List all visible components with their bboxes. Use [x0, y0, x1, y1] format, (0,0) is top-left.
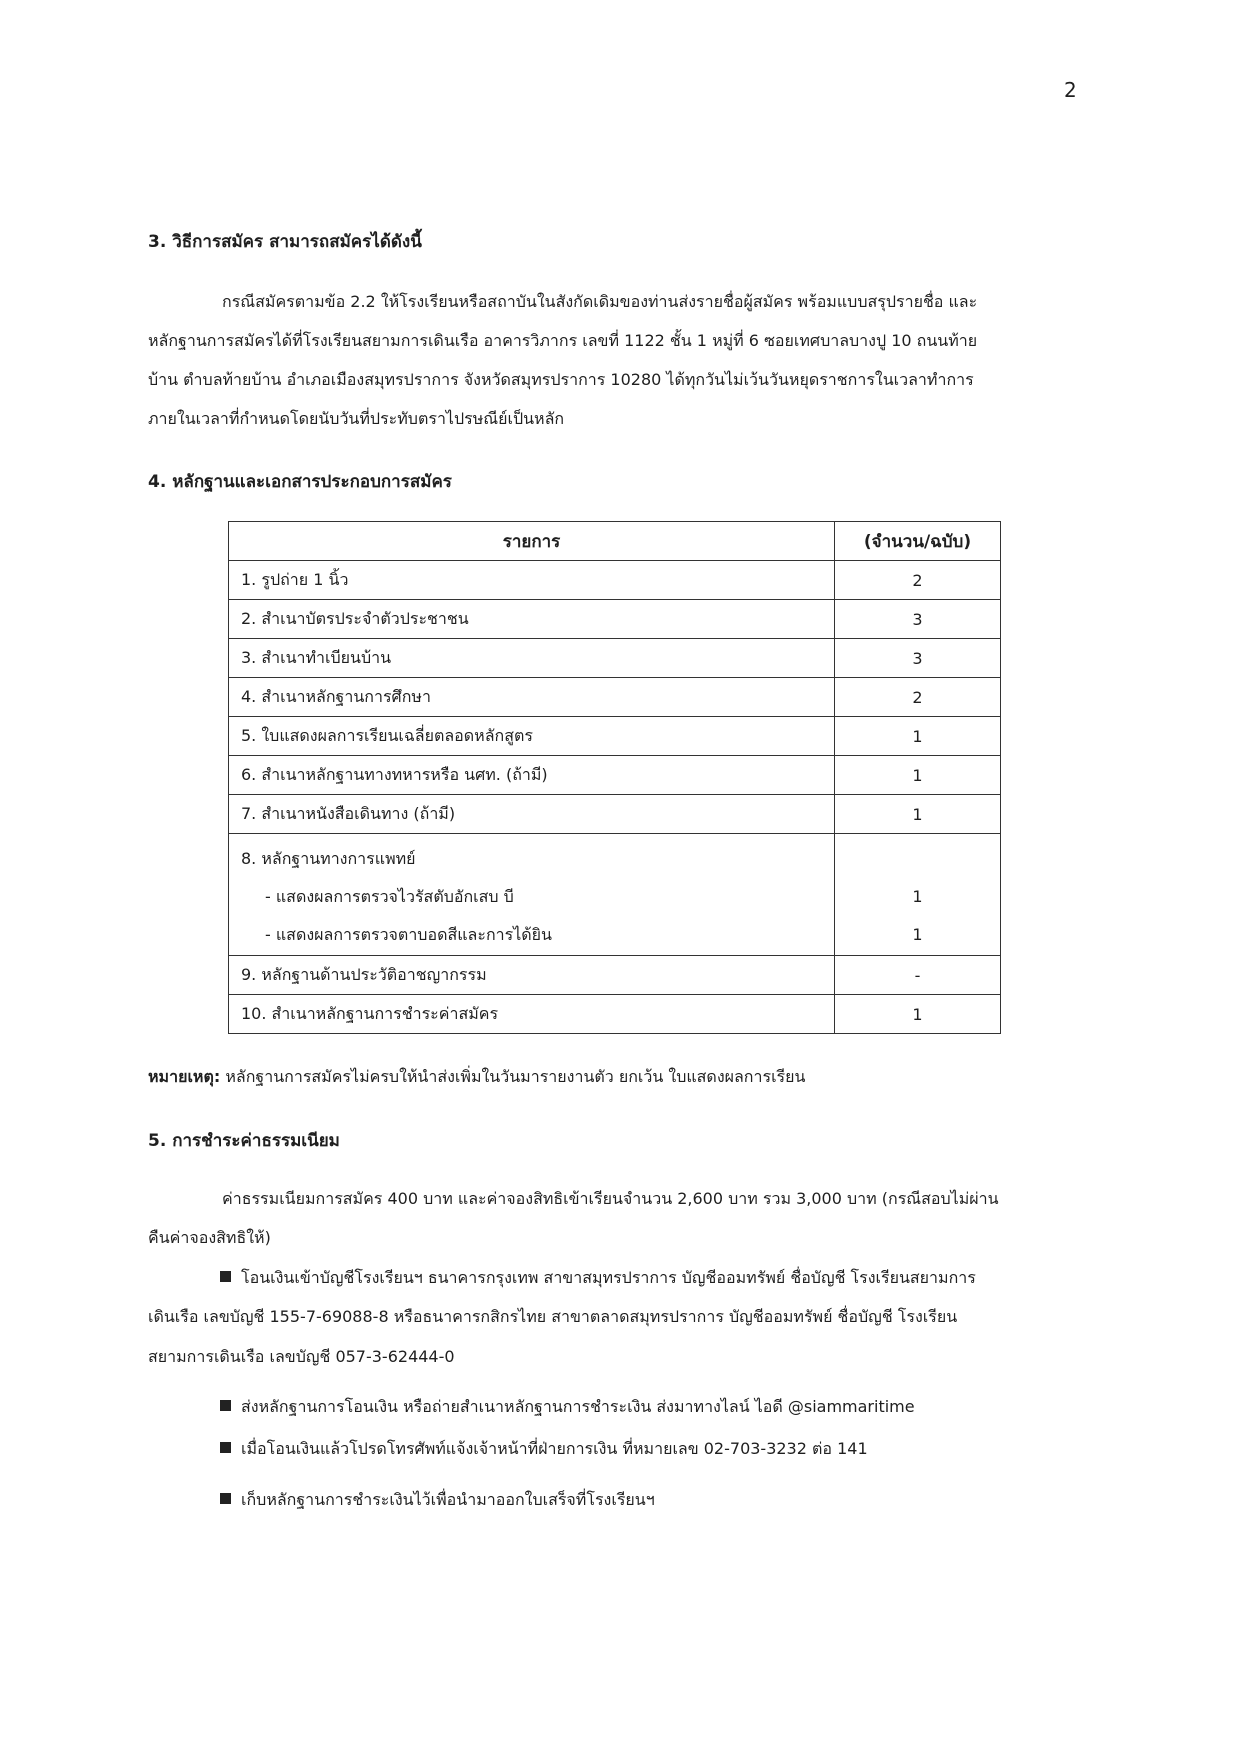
- qty-cell-medical: [835, 834, 1001, 956]
- qty-cell: 3: [835, 639, 1001, 678]
- bullet-item: [220, 1488, 655, 1513]
- qty-cell: 1: [835, 717, 1001, 756]
- medical-sub-item-1: - แสดงผลการตรวจไวรัสตับอักเสบ บี: [265, 887, 514, 906]
- bullet-square-icon: [220, 1493, 231, 1504]
- transfer-line-1: [220, 1266, 976, 1291]
- bullet-text: เก็บหลักฐานการชำระเงินไว้เพื่อนำมาออกใบเสร็จที่โรงเรียนฯ: [241, 1490, 655, 1509]
- column-header-qty: (จำนวน/ฉบับ): [835, 522, 1001, 561]
- item-cell: 7. สำเนาหนังสือเดินทาง (ถ้ามี): [229, 795, 835, 834]
- note: [148, 1065, 805, 1090]
- section4-heading: 4. หลักฐานและเอกสารประกอบการสมัคร: [148, 472, 452, 492]
- qty-cell: 1: [835, 795, 1001, 834]
- qty-cell: -: [835, 956, 1001, 995]
- item-cell: 6. สำเนาหลักฐานทางทหารหรือ นศท. (ถ้ามี): [229, 756, 835, 795]
- table-row-medical: [229, 834, 1001, 956]
- column-header-item: รายการ: [229, 522, 835, 561]
- table-row: [229, 561, 1001, 600]
- transfer-text-1: โอนเงินเข้าบัญชีโรงเรียนฯ ธนาคารกรุงเทพ สาขาสมุทรปราการ บัญชีออมทรัพย์ ชื่อบัญชี โรงเรียนสยามการ: [241, 1268, 976, 1287]
- item-cell: 10. สำเนาหลักฐานการชำระค่าสมัคร: [229, 995, 835, 1034]
- medical-item-title: 8. หลักฐานทางการแพทย์: [241, 849, 416, 868]
- table-row: [229, 600, 1001, 639]
- table-row: [229, 956, 1001, 995]
- transfer-line-2: เดินเรือ เลขบัญชี 155-7-69088-8 หรือธนาคารกสิกรไทย สาขาตลาดสมุทรปราการ บัญชีออมทรัพย์ ชื่อบัญชี โรงเรียน: [148, 1307, 958, 1326]
- documents-table: [228, 521, 1001, 1034]
- qty-cell: 2: [835, 561, 1001, 600]
- section3-line-1: กรณีสมัครตามข้อ 2.2 ให้โรงเรียนหรือสถาบันในสังกัดเดิมของท่านส่งรายชื่อผู้สมัคร พร้อมแบบสรุปรายชื่อ และ: [222, 292, 978, 311]
- table-row: [229, 795, 1001, 834]
- bullet-square-icon: [220, 1271, 231, 1282]
- item-cell: 9. หลักฐานด้านประวัติอาชญากรรม: [229, 956, 835, 995]
- medical-sub-item-2: - แสดงผลการตรวจตาบอดสีและการได้ยิน: [265, 925, 552, 944]
- item-cell: 3. สำเนาทำเบียนบ้าน: [229, 639, 835, 678]
- section5-heading: 5. การชำระค่าธรรมเนียม: [148, 1131, 340, 1151]
- qty-cell: 3: [835, 600, 1001, 639]
- bullet-square-icon: [220, 1400, 231, 1411]
- item-cell: 5. ใบแสดงผลการเรียนเฉลี่ยตลอดหลักสูตร: [229, 717, 835, 756]
- bullet-item: [220, 1437, 868, 1462]
- medical-qty-2: 1: [912, 925, 923, 944]
- qty-cell: 1: [835, 756, 1001, 795]
- transfer-line-3: สยามการเดินเรือ เลขบัญชี 057-3-62444-0: [148, 1347, 455, 1366]
- bullet-square-icon: [220, 1442, 231, 1453]
- section3-heading: 3. วิธีการสมัคร สามารถสมัครได้ดังนี้: [148, 232, 422, 252]
- item-cell: 4. สำเนาหลักฐานการศึกษา: [229, 678, 835, 717]
- bullet-text: เมื่อโอนเงินแล้วโปรดโทรศัพท์แจ้งเจ้าหน้าที่ฝ่ายการเงิน ที่หมายเลข 02-703-3232 ต่อ 141: [241, 1439, 868, 1458]
- table-row: [229, 995, 1001, 1034]
- section3-line-4: ภายในเวลาที่กำหนดโดยนับวันที่ประทับตราไปรษณีย์เป็นหลัก: [148, 409, 565, 428]
- item-cell: 2. สำเนาบัตรประจำตัวประชาชน: [229, 600, 835, 639]
- fee-line-2: คืนค่าจองสิทธิให้): [148, 1228, 271, 1247]
- table-row: [229, 717, 1001, 756]
- item-cell-medical: [229, 834, 835, 956]
- fee-line-1: ค่าธรรมเนียมการสมัคร 400 บาท และค่าจองสิทธิเข้าเรียนจำนวน 2,600 บาท รวม 3,000 บาท (กรณีสอบไม่ผ่าน: [222, 1189, 999, 1208]
- table-row: [229, 639, 1001, 678]
- note-text: หลักฐานการสมัครไม่ครบให้นำส่งเพิ่มในวันมารายงานตัว ยกเว้น ใบแสดงผลการเรียน: [220, 1067, 806, 1086]
- medical-qty-1: 1: [912, 887, 923, 906]
- page-number: 2: [1064, 78, 1077, 102]
- table-header-row: [229, 522, 1001, 561]
- bullet-item: [220, 1395, 915, 1420]
- qty-cell: 1: [835, 995, 1001, 1034]
- section3-line-2: หลักฐานการสมัครได้ที่โรงเรียนสยามการเดินเรือ อาคารวิภากร เลขที่ 1122 ชั้น 1 หมู่ที่ 6 ซอยเทศบาลบางปู 10 ถนนท้าย: [148, 331, 978, 350]
- section3-line-3: บ้าน ตำบลท้ายบ้าน อำเภอเมืองสมุทรปราการ จังหวัดสมุทรปราการ 10280 ได้ทุกวันไม่เว้นวันหยุดราชการในเวลาทำการ: [148, 370, 974, 389]
- qty-cell: 2: [835, 678, 1001, 717]
- note-label: หมายเหตุ:: [148, 1067, 221, 1086]
- bullet-text: ส่งหลักฐานการโอนเงิน หรือถ่ายสำเนาหลักฐานการชำระเงิน ส่งมาทางไลน์ ไอดี @siammaritime: [241, 1397, 915, 1416]
- item-cell: 1. รูปถ่าย 1 นิ้ว: [229, 561, 835, 600]
- table-row: [229, 678, 1001, 717]
- table-row: [229, 756, 1001, 795]
